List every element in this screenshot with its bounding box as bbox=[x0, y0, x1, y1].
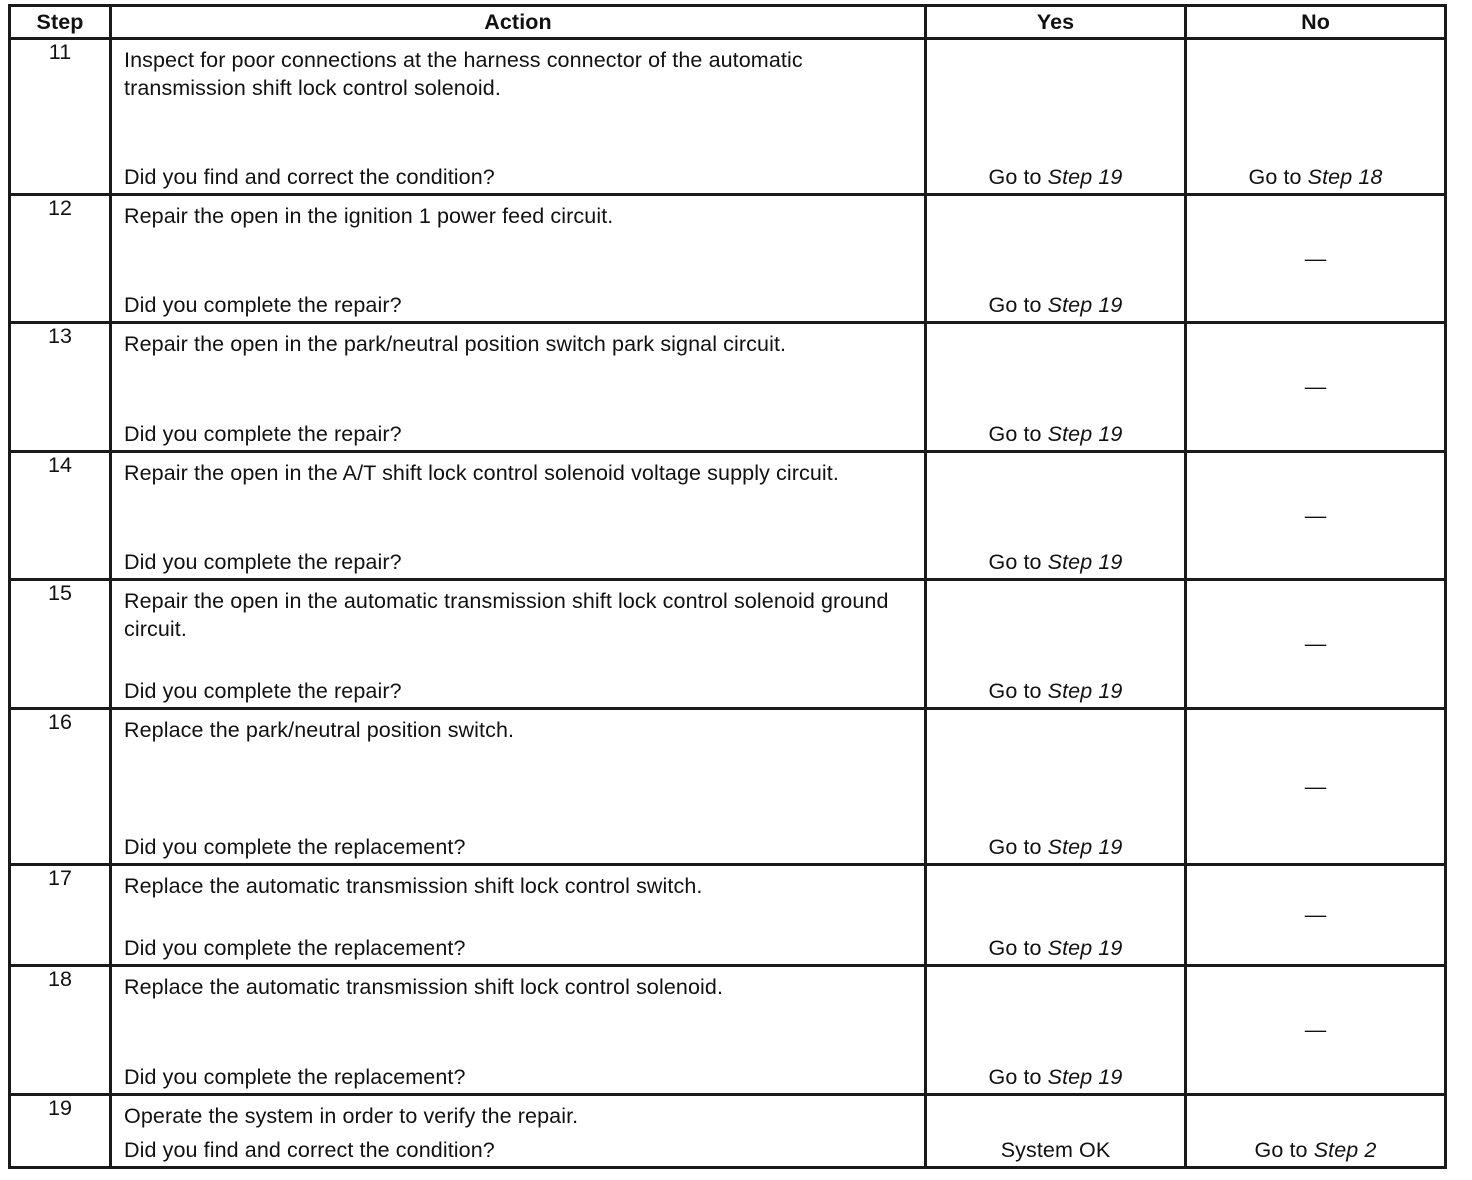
step-number: 18 bbox=[10, 966, 111, 1095]
step-number: 16 bbox=[10, 709, 111, 865]
action-question: Did you complete the replacement? bbox=[124, 1065, 466, 1089]
table-row bbox=[10, 323, 1446, 452]
yes-prefix: Go to bbox=[988, 422, 1048, 446]
action-cell bbox=[111, 1095, 926, 1168]
action-question: Did you find and correct the condition? bbox=[124, 165, 495, 189]
header-row bbox=[10, 6, 1446, 39]
yes-cell bbox=[926, 709, 1186, 865]
yes-cell bbox=[926, 39, 1186, 195]
action-question: Did you complete the repair? bbox=[124, 550, 402, 574]
step-number: 13 bbox=[10, 323, 111, 452]
no-dash: — bbox=[1304, 503, 1327, 527]
action-question: Did you complete the repair? bbox=[124, 679, 402, 703]
no-cell bbox=[1186, 865, 1446, 966]
table-row bbox=[10, 966, 1446, 1095]
no-dash: — bbox=[1304, 374, 1327, 399]
action-question: Did you complete the repair? bbox=[124, 422, 402, 446]
no-dash: — bbox=[1304, 1017, 1327, 1042]
action-text: Replace the park/neutral position switch. bbox=[124, 718, 515, 742]
table-row bbox=[10, 865, 1446, 966]
action-question: Did you complete the replacement? bbox=[124, 835, 466, 859]
no-cell bbox=[1186, 966, 1446, 1095]
no-dash: — bbox=[1304, 246, 1327, 270]
action-cell bbox=[111, 452, 926, 580]
action-text: Operate the system in order to verify the repair. bbox=[124, 1104, 579, 1128]
table-row bbox=[10, 1095, 1446, 1168]
table-row bbox=[10, 452, 1446, 580]
yes-cell bbox=[926, 195, 1186, 323]
header-no: No bbox=[1186, 6, 1446, 39]
yes-prefix: Go to bbox=[988, 550, 1048, 574]
header-yes: Yes bbox=[926, 6, 1186, 39]
no-cell bbox=[1186, 1095, 1446, 1168]
yes-step-link[interactable]: Step 19 bbox=[1047, 422, 1123, 446]
table-row bbox=[10, 195, 1446, 323]
yes-cell bbox=[926, 966, 1186, 1095]
action-cell bbox=[111, 865, 926, 966]
yes-cell bbox=[926, 580, 1186, 709]
yes-step-link[interactable]: Step 19 bbox=[1047, 165, 1123, 189]
yes-prefix: Go to bbox=[988, 165, 1048, 189]
yes-cell bbox=[926, 323, 1186, 452]
yes-prefix: Go to bbox=[988, 679, 1048, 703]
table-row bbox=[10, 39, 1446, 195]
action-cell bbox=[111, 709, 926, 865]
action-cell bbox=[111, 195, 926, 323]
no-step-link[interactable]: Step 2 bbox=[1313, 1138, 1377, 1162]
step-number: 12 bbox=[10, 195, 111, 323]
header-step: Step bbox=[10, 6, 111, 39]
step-number: 15 bbox=[10, 580, 111, 709]
no-cell bbox=[1186, 195, 1446, 323]
no-cell bbox=[1186, 452, 1446, 580]
no-prefix: Go to bbox=[1254, 1138, 1314, 1162]
diagnostic-page bbox=[8, 4, 1447, 1169]
table-row bbox=[10, 580, 1446, 709]
yes-step-link[interactable]: Step 19 bbox=[1047, 835, 1123, 859]
step-number: 19 bbox=[10, 1095, 111, 1168]
action-text: Repair the open in the A/T shift lock control solenoid voltage supply circuit. bbox=[124, 461, 839, 485]
no-dash: — bbox=[1304, 774, 1327, 798]
yes-cell bbox=[926, 1095, 1186, 1168]
yes-prefix: Go to bbox=[988, 293, 1048, 317]
yes-step-link[interactable]: Step 19 bbox=[1047, 679, 1123, 703]
action-question: Did you complete the replacement? bbox=[124, 936, 466, 960]
action-text: Replace the automatic transmission shift lock control switch. bbox=[124, 874, 703, 898]
yes-prefix: System OK bbox=[1000, 1138, 1111, 1162]
no-cell bbox=[1186, 323, 1446, 452]
yes-step-link[interactable]: Step 19 bbox=[1047, 936, 1123, 960]
diagnostic-table bbox=[8, 4, 1447, 1169]
table-row bbox=[10, 709, 1446, 865]
action-cell bbox=[111, 39, 926, 195]
yes-step-link[interactable]: Step 19 bbox=[1047, 1065, 1123, 1089]
yes-step-link[interactable]: Step 19 bbox=[1047, 550, 1123, 574]
action-question: Did you find and correct the condition? bbox=[124, 1138, 495, 1162]
no-step-link[interactable]: Step 18 bbox=[1307, 165, 1383, 189]
yes-cell bbox=[926, 452, 1186, 580]
step-number: 14 bbox=[10, 452, 111, 580]
step-number: 17 bbox=[10, 865, 111, 966]
action-text: Inspect for poor connections at the harness connector of the automatic transmission shift lock control solenoid. bbox=[124, 48, 803, 100]
step-number: 11 bbox=[10, 39, 111, 195]
no-dash: — bbox=[1304, 631, 1327, 656]
no-cell bbox=[1186, 709, 1446, 865]
action-text: Replace the automatic transmission shift lock control solenoid. bbox=[124, 975, 724, 999]
no-cell bbox=[1186, 39, 1446, 195]
action-cell bbox=[111, 323, 926, 452]
action-cell bbox=[111, 966, 926, 1095]
no-cell bbox=[1186, 580, 1446, 709]
yes-prefix: Go to bbox=[988, 835, 1048, 859]
action-text: Repair the open in the park/neutral position switch park signal circuit. bbox=[124, 332, 787, 356]
no-prefix: Go to bbox=[1248, 165, 1308, 189]
yes-step-link[interactable]: Step 19 bbox=[1047, 293, 1123, 317]
yes-prefix: Go to bbox=[988, 936, 1048, 960]
action-cell bbox=[111, 580, 926, 709]
yes-cell bbox=[926, 865, 1186, 966]
action-text: Repair the open in the automatic transmission shift lock control solenoid ground circuit. bbox=[124, 589, 889, 641]
header-action: Action bbox=[111, 6, 926, 39]
yes-prefix: Go to bbox=[988, 1065, 1048, 1089]
action-question: Did you complete the repair? bbox=[124, 293, 402, 317]
action-text: Repair the open in the ignition 1 power feed circuit. bbox=[124, 204, 614, 228]
no-dash: — bbox=[1304, 902, 1327, 927]
